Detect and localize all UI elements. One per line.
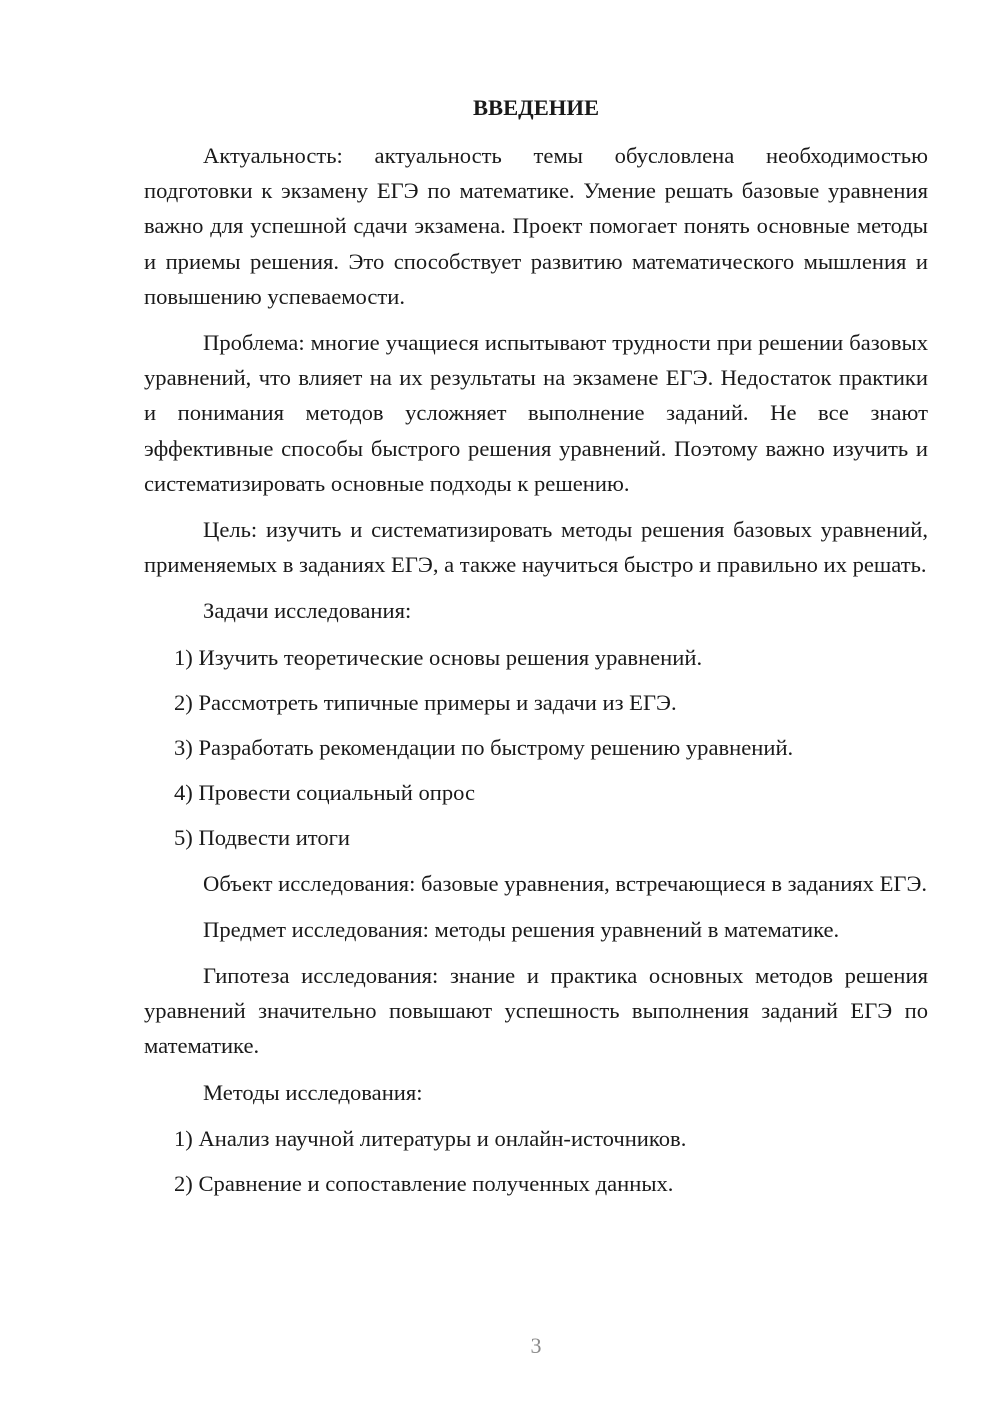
- list-item: 2) Рассмотреть типичные примеры и задачи из ЕГЭ.: [174, 689, 677, 715]
- subject-paragraph: Предмет исследования: методы решения уравнений в математике.: [203, 916, 840, 942]
- tasks-heading: Задачи исследования:: [203, 598, 412, 624]
- relevance-paragraph: Актуальность: актуальность темы обусловлена необходимостью подготовки к экзамену ЕГЭ по математике. Умение решать базовые уравнения важно для успешной сдачи экзамена. Проект помогает понять основные методы и приемы решения. Это способствует развитию математического мышления и повышению успеваемости.: [144, 143, 928, 309]
- problem-paragraph: Проблема: многие учащиеся испытывают трудности при решении базовых уравнений, что влияет на их результаты на экзамене ЕГЭ. Недостаток практики и понимания методов усложняет выполнение заданий. Не все знают эффективные способы быстрого решения уравнений. Поэтому важно изучить и систематизировать основные подходы к решению.: [144, 330, 928, 496]
- page-title: ВВЕДЕНИЕ: [472, 95, 600, 120]
- document-page: [144, 88, 928, 1211]
- list-item: 3) Разработать рекомендации по быстрому решению уравнений.: [174, 735, 794, 761]
- tasks-list: [144, 640, 928, 856]
- methods-list: [144, 1121, 928, 1201]
- hypothesis-paragraph: Гипотеза исследования: знание и практика основных методов решения уравнений значительно повышают успешность выполнения заданий ЕГЭ по математике.: [144, 963, 928, 1059]
- object-paragraph: Объект исследования: базовые уравнения, встречающиеся в заданиях ЕГЭ.: [203, 870, 928, 896]
- goal-paragraph: Цель: изучить и систематизировать методы решения базовых уравнений, применяемых в заданиях ЕГЭ, а также научиться быстро и правильно их решать.: [144, 517, 928, 578]
- list-item: 2) Сравнение и сопоставление полученных данных.: [174, 1171, 674, 1197]
- list-item: 4) Провести социальный опрос: [174, 780, 476, 806]
- list-item: 5) Подвести итоги: [174, 825, 351, 851]
- list-item: 1) Анализ научной литературы и онлайн-источников.: [174, 1125, 687, 1151]
- list-item: 1) Изучить теоретические основы решения уравнений.: [174, 644, 703, 670]
- methods-heading: Методы исследования:: [203, 1079, 423, 1105]
- page-number: 3: [530, 1333, 542, 1358]
